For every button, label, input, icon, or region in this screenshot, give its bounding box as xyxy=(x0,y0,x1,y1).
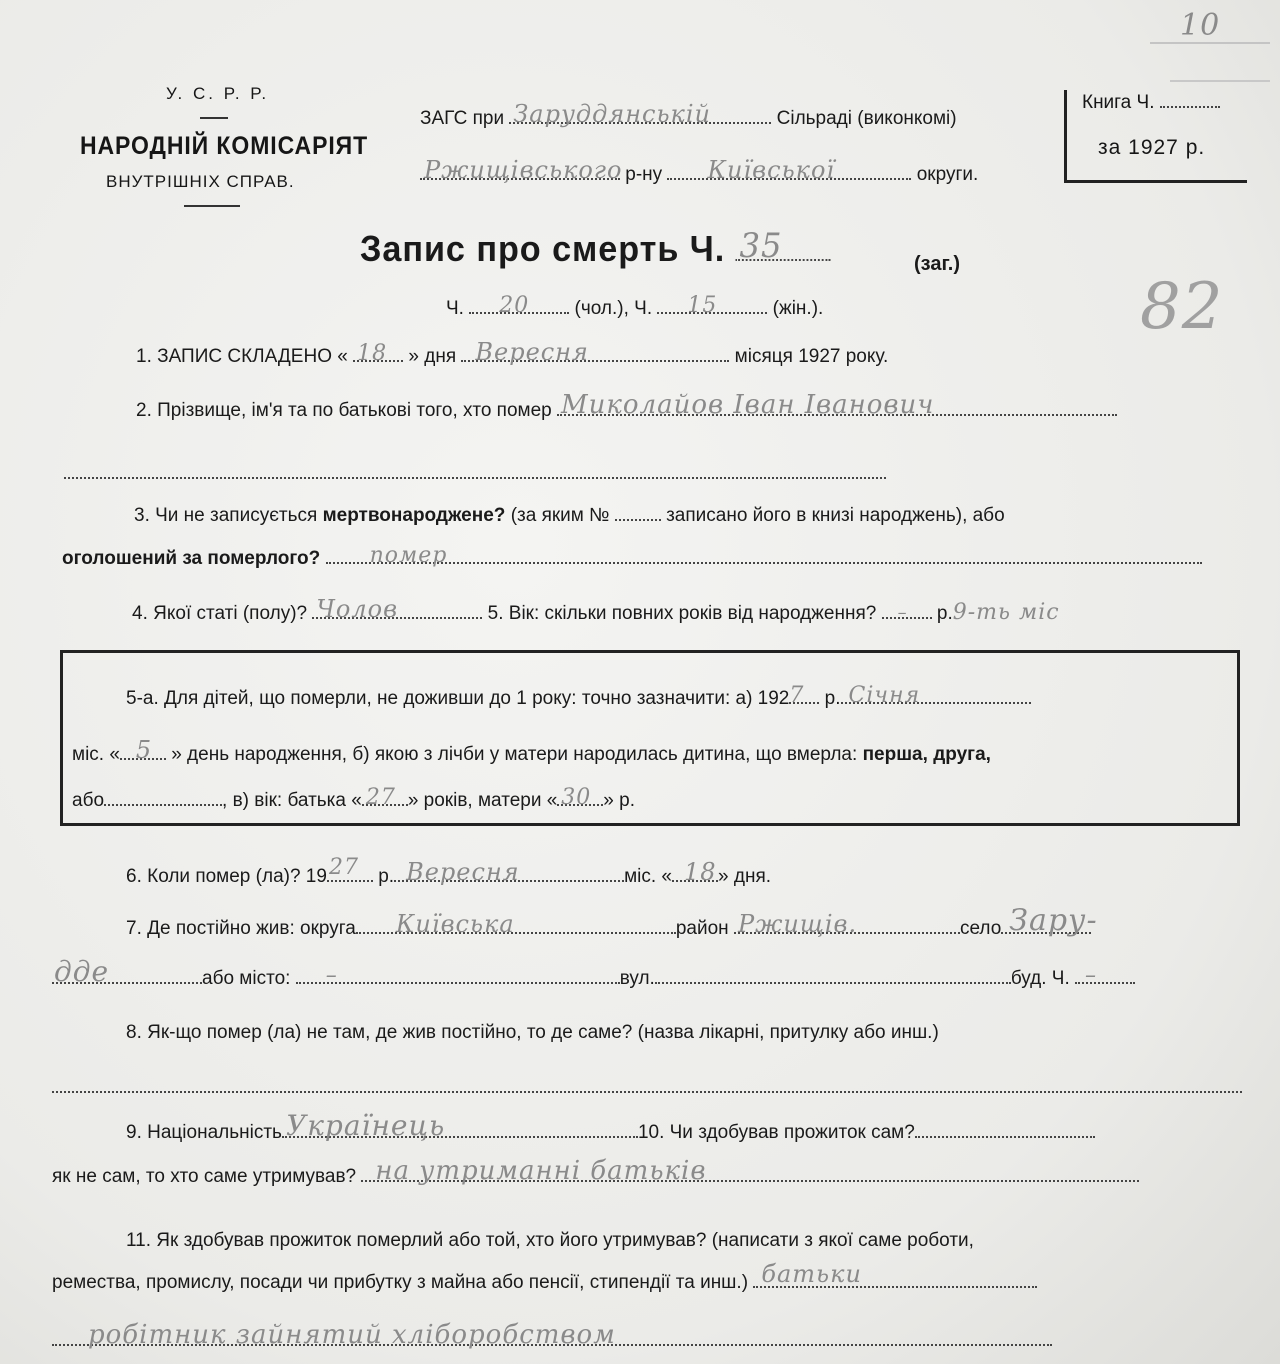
title-text: Запис про смерть Ч. xyxy=(360,228,726,269)
field-6 xyxy=(126,855,772,888)
title-total-label: (заг.) xyxy=(914,253,961,275)
declared-dead-value: помер xyxy=(369,543,448,568)
pencil-rule xyxy=(1170,80,1270,82)
street-field[interactable] xyxy=(655,968,1011,990)
deceased-name-field[interactable] xyxy=(557,390,1117,422)
district-line xyxy=(420,156,979,186)
residence-okruha-field[interactable] xyxy=(356,910,676,940)
death-day-label: » дня. xyxy=(718,866,772,887)
birth-order-second[interactable]: друга, xyxy=(933,744,991,765)
supporter-value: на утриманні батьків xyxy=(375,1156,707,1186)
declared-dead-field[interactable] xyxy=(326,543,1202,570)
zags-value: Заруддянській xyxy=(513,100,711,128)
zags-line xyxy=(420,100,957,130)
city-value: – xyxy=(325,963,338,988)
male-label: (чол.), xyxy=(574,298,629,319)
okruha-field[interactable] xyxy=(667,156,911,186)
residence-label: 7. Де постійно жив: округа xyxy=(126,918,356,939)
female-label: (жін.). xyxy=(772,298,824,319)
page-number-rule xyxy=(1150,42,1270,44)
field-9-10 xyxy=(126,1109,1095,1144)
state-header: У. С. Р. Р. xyxy=(166,84,270,103)
field-2 xyxy=(136,390,1117,422)
infant-birth-day-field[interactable] xyxy=(120,736,166,766)
page-number: 10 xyxy=(1180,8,1221,43)
female-prefix: Ч. xyxy=(634,298,653,319)
father-age-field[interactable] xyxy=(362,785,408,812)
header-divider xyxy=(184,205,240,207)
self-support-label: 10. Чи здобував прожиток сам? xyxy=(637,1122,915,1143)
field-1-label-c: місяця 1927 року. xyxy=(734,346,889,367)
nationality-field[interactable] xyxy=(282,1109,638,1144)
okruha-value: Київської xyxy=(707,156,836,184)
council-label: Сільраді (виконкомі) xyxy=(776,108,957,129)
residence-selo-value: Зару- xyxy=(1009,903,1098,938)
infant-birth-year-field[interactable] xyxy=(789,683,819,710)
age-label: 5. Вік: скільки повних років від народження? xyxy=(487,603,877,624)
supporter-label: як не сам, то хто саме утримував? xyxy=(52,1166,357,1187)
residence-raion-field[interactable] xyxy=(734,910,960,940)
stillborn-label: мертвонароджене? xyxy=(322,505,506,526)
nationality-label: 9. Національність xyxy=(126,1122,282,1143)
birth-order-first[interactable]: перша, xyxy=(862,744,928,765)
record-month-field[interactable] xyxy=(461,338,729,368)
death-month-field[interactable] xyxy=(394,858,624,888)
commissariat-header: НАРОДНІЙ КОМІСАРІЯТ xyxy=(80,132,369,160)
field-3 xyxy=(134,505,1005,527)
district-label: р-ну xyxy=(625,164,663,185)
death-day-value: 18 xyxy=(684,858,717,886)
field-3-label-c: записано його в книзі народжень), або xyxy=(666,505,1005,526)
district-value: Ржищівського xyxy=(424,156,623,184)
department-header: ВНУТРІШНІХ СПРАВ. xyxy=(106,172,295,191)
death-year-field[interactable] xyxy=(327,855,373,888)
occupation-label-2: ремества, промислу, посади чи прибутку з майна або пенсії, стипендії та инш.) xyxy=(52,1272,749,1293)
mother-age-suffix: » р. xyxy=(603,790,635,811)
occupation-label: 11. Як здобував прожиток померлий або той, хто його утримував? (написати з якої саме роботи, xyxy=(126,1230,974,1251)
house-label: буд. Ч. xyxy=(1010,968,1070,989)
field-5a-year-suffix: р. xyxy=(824,688,841,709)
occupation-value-2: робітник зайнятий хліборобством xyxy=(88,1320,616,1350)
field-11-line-3 xyxy=(52,1320,1052,1352)
field-5a-line-1 xyxy=(126,683,1031,710)
field-8 xyxy=(126,1022,939,1044)
infant-birth-month-value: Січня xyxy=(848,683,921,708)
male-count-field[interactable] xyxy=(469,293,569,320)
gender-count-line xyxy=(446,293,824,320)
mother-age-field[interactable] xyxy=(557,785,603,812)
field-5a-line-3 xyxy=(72,785,635,812)
age-years-field[interactable] xyxy=(882,603,932,625)
field-5a-label: 5-а. Для дітей, що померли, не доживши до 1 року: точно зазначити: а) 192 xyxy=(126,688,790,709)
death-date-label: 6. Коли помер (ла)? 19 xyxy=(126,866,327,887)
field-2-label: 2. Прізвище, ім'я та по батькові того, хто помер xyxy=(136,400,552,421)
book-year: за 1927 р. xyxy=(1098,136,1206,159)
street-label: вул. xyxy=(619,968,655,989)
okruha-label: округи. xyxy=(916,164,979,185)
age-months-value: 9-ть міс xyxy=(952,600,1060,625)
occupation-field[interactable] xyxy=(753,1260,1037,1294)
field-7 xyxy=(126,903,1098,940)
field-11 xyxy=(126,1230,974,1252)
residence-selo-field[interactable] xyxy=(1001,903,1098,940)
sex-value: Чолов xyxy=(316,595,399,623)
supporter-field[interactable] xyxy=(361,1156,1139,1188)
self-support-field[interactable] xyxy=(915,1136,1095,1138)
death-month-value: Вересня xyxy=(406,858,520,886)
birth-record-number-field[interactable] xyxy=(615,519,661,521)
infant-birth-year-value: 7 xyxy=(789,683,805,708)
record-number-value: 35 xyxy=(739,226,783,266)
zags-label: ЗАГС при xyxy=(420,108,505,129)
record-day-field[interactable] xyxy=(353,341,403,368)
house-field[interactable] xyxy=(1075,963,1135,990)
book-number-line xyxy=(1082,92,1220,114)
place-of-death-field[interactable] xyxy=(52,1080,1242,1098)
field-10-line-2 xyxy=(52,1156,1139,1188)
mother-age-value: 30 xyxy=(561,785,592,810)
raion-label: район xyxy=(675,918,729,939)
field-3-label-b: (за яким № xyxy=(510,505,610,526)
field-7-line-2 xyxy=(52,955,1135,990)
residence-selo-value-2: дде xyxy=(54,955,110,988)
birth-order-other-field[interactable] xyxy=(104,804,222,806)
selo-label: село xyxy=(959,918,1002,939)
birth-order-other-label: або xyxy=(72,790,105,811)
district-field[interactable] xyxy=(420,156,623,186)
birth-order-label: » день народження, б) якою з лічби у матери народилась дитина, що вмерла: xyxy=(171,744,858,765)
death-day-field[interactable] xyxy=(672,858,718,888)
book-number-field[interactable] xyxy=(1160,106,1220,108)
margin-note: 82 xyxy=(1140,270,1224,344)
field-1-label: 1. ЗАПИС СКЛАДЕНО « xyxy=(136,346,348,367)
age-years-value: – xyxy=(897,602,908,623)
sex-label: 4. Якої статі (полу)? xyxy=(132,603,308,624)
nationality-value: Українець xyxy=(285,1109,446,1142)
record-title xyxy=(360,228,831,270)
field-1 xyxy=(136,338,889,368)
death-year-suffix: р. xyxy=(378,866,395,887)
father-age-value: 27 xyxy=(365,785,396,810)
death-month-label: міс. « xyxy=(624,866,673,887)
field-5a-line-2 xyxy=(72,736,991,766)
residence-raion-value: Ржищів. xyxy=(737,910,858,938)
field-4-5 xyxy=(132,595,1060,625)
father-age-label: , в) вік: батька « xyxy=(222,790,362,811)
mother-age-label: » років, матери « xyxy=(407,790,558,811)
residence-okruha-value: Київська xyxy=(395,910,515,938)
field-5a-month-label: міс. « xyxy=(72,744,120,765)
residence-selo-field-2[interactable] xyxy=(52,955,202,990)
place-of-death-label: 8. Як-що помер (ла) не там, де жив постійно, то де саме? (назва лікарні, притулку або инш.) xyxy=(126,1022,939,1043)
deceased-name-field-2[interactable] xyxy=(64,466,886,484)
record-number-field[interactable] xyxy=(736,228,831,270)
male-prefix: Ч. xyxy=(446,298,464,319)
male-count-value: 20 xyxy=(499,293,530,318)
sex-field[interactable] xyxy=(312,595,482,625)
death-year-value: 27 xyxy=(328,855,359,880)
field-3-label: 3. Чи не записується xyxy=(134,505,318,526)
occupation-field-2[interactable] xyxy=(52,1320,1052,1352)
house-value: – xyxy=(1085,963,1098,988)
female-count-field[interactable] xyxy=(657,293,767,320)
occupation-value: батьки xyxy=(761,1260,862,1288)
infant-birth-month-field[interactable] xyxy=(841,683,1031,710)
book-label: Книга Ч. xyxy=(1082,92,1155,113)
age-years-suffix: р. xyxy=(936,603,953,624)
field-11-line-2 xyxy=(52,1260,1037,1294)
zags-field[interactable] xyxy=(509,100,771,130)
field-3-line-2 xyxy=(62,543,1202,570)
declared-dead-label: оголошений за померлого? xyxy=(62,548,321,569)
record-month-value: Вересня xyxy=(475,338,589,366)
record-day-value: 18 xyxy=(357,341,388,366)
city-label: або місто: xyxy=(202,968,291,989)
header-divider xyxy=(200,117,228,119)
deceased-name-value: Миколайов Іван Іванович xyxy=(561,390,935,420)
city-field[interactable] xyxy=(296,963,620,990)
infant-birth-day-value: 5 xyxy=(135,736,153,764)
female-count-value: 15 xyxy=(687,293,718,318)
field-1-label-b: » дня xyxy=(408,346,457,367)
